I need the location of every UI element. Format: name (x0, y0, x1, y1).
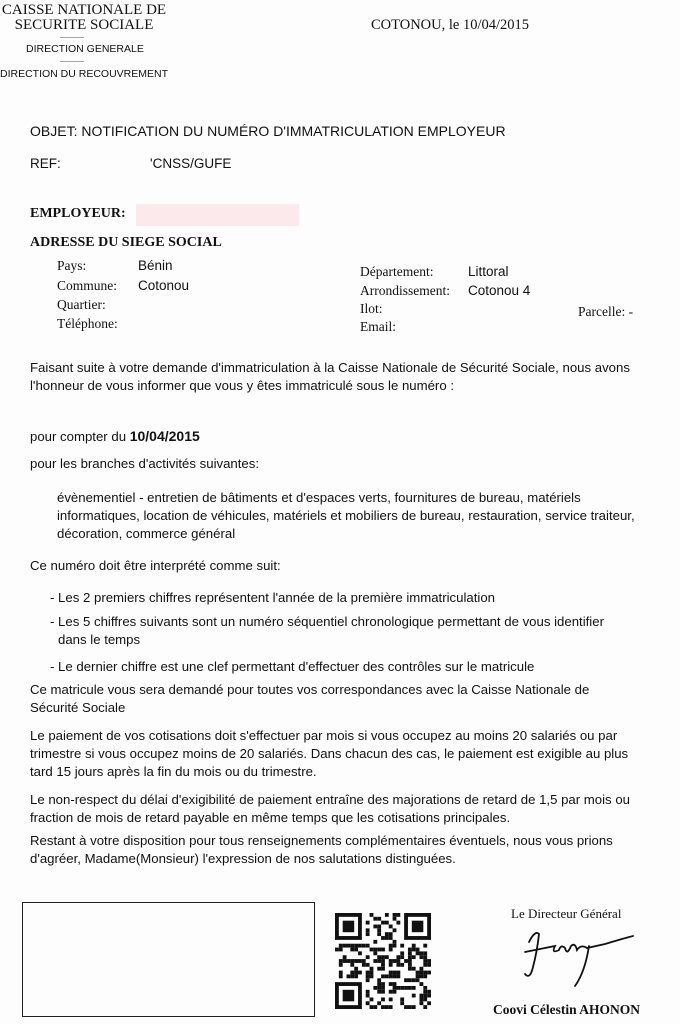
parcelle-label: Parcelle: - (578, 304, 634, 319)
branches-label: pour les branches d'activités suivantes: (30, 456, 260, 471)
text-line: Ce matricule vous sera demandé pour toutes vos correspondances avec la Caisse Nationale de (30, 682, 590, 697)
paragraph (30, 791, 630, 827)
pays-value: Bénin (138, 258, 173, 273)
arrondissement-label: Arrondissement: (360, 283, 450, 298)
branches-list (57, 489, 635, 543)
signature-image (515, 922, 635, 992)
signatory-title: Le Directeur Général (511, 906, 622, 921)
interpretation-label: Ce numéro doit être interprété comme suit: (30, 558, 281, 573)
rule-item (50, 613, 604, 649)
text-line: Le paiement de vos cotisations doit s'effectuer par mois si vous occupez au moins 20 salariés ou par (30, 728, 618, 743)
departement-label: Département: (360, 264, 434, 279)
text-line: Sécurité Sociale (30, 700, 126, 715)
paragraph (30, 681, 589, 717)
quartier-label: Quartier: (57, 297, 106, 312)
ref-value: 'CNSS/GUFE (150, 156, 232, 171)
separator: ------------ (60, 35, 84, 41)
place-date: COTONOU, le 10/04/2015 (371, 17, 530, 33)
paragraph (30, 727, 628, 781)
text-line: tard 15 jours après la fin du mois ou du trimestre. (30, 764, 317, 779)
paragraph (30, 832, 613, 868)
start-date (30, 427, 200, 446)
commune-label: Commune: (57, 278, 117, 293)
employer-label: EMPLOYEUR: (30, 206, 126, 221)
direction-generale: DIRECTION GENERALE (26, 43, 144, 55)
commune-value: Cotonou (138, 278, 190, 293)
org-name (0, 3, 168, 33)
email-label: Email: (360, 319, 396, 334)
text-line: dans le temps (58, 632, 141, 647)
start-date-label: pour compter du (30, 429, 130, 444)
qr-code-icon (335, 911, 431, 1011)
text-line: Faisant suite à votre demande d'immatriculation à la Caisse Nationale de Sécurité Sociale, nous avons (30, 360, 630, 375)
text-line: l'honneur de vous informer que vous y êtes immatriculé sous le numéro : (30, 378, 454, 393)
text-line: d'agréer, Madame(Monsieur) l'expression de nos salutations distinguées. (30, 851, 456, 866)
start-date-value: 10/04/2015 (129, 428, 200, 444)
redacted-employer-name (136, 204, 299, 226)
address-title: ADRESSE DU SIEGE SOCIAL (30, 235, 222, 250)
arrondissement-value: Cotonou 4 (468, 283, 531, 298)
departement-value: Littoral (468, 264, 509, 279)
org-line-1: CAISSE NATIONALE DE (1, 2, 167, 18)
text-line: fraction de mois de retard payable en même temps que les cotisations principales. (30, 810, 511, 825)
stamp-box (22, 902, 315, 1017)
pays-label: Pays: (57, 258, 87, 273)
text-line: Le non-respect du délai d'exigibilité de paiement entraîne des majorations de retard de 1,5 par mois ou (30, 792, 630, 807)
telephone-label: Téléphone: (57, 316, 118, 331)
text-line: évènementiel - entretien de bâtiments et d'espaces verts, fournitures de bureau, matériels (57, 490, 581, 505)
text-line: Restant à votre disposition pour tous renseignements complémentaires éventuels, nous vous prions (30, 833, 613, 848)
text-line: trimestre si vous occupez moins de 20 salariés. Dans chacun des cas, le paiement est exigible au plus (30, 746, 629, 761)
ref-label: REF: (30, 156, 61, 171)
org-line-2: SECURITE SOCIALE (14, 17, 154, 33)
subject: OBJET: NOTIFICATION DU NUMÉRO D'IMMATRICULATION EMPLOYEUR (30, 123, 506, 139)
text-line: - Les 5 chiffres suivants sont un numéro séquentiel chronologique permettant de vous identifier (50, 614, 604, 629)
text-line: décoration, commerce général (57, 526, 236, 541)
rule-item: - Les 2 premiers chiffres représentent l'année de la première immatriculation (50, 590, 495, 605)
rule-item: - Le dernier chiffre est une clef permettant d'effectuer des contrôles sur le matricule (50, 659, 535, 674)
direction-recouvrement: DIRECTION DU RECOUVREMENT (0, 68, 169, 80)
text-line: informatiques, location de véhicules, matériels et mobiliers de bureau, restauration, service traiteur, (57, 508, 635, 523)
separator: ------------ (60, 59, 84, 65)
intro-paragraph (30, 359, 630, 395)
ilot-label: Ilot: (360, 301, 383, 316)
signatory-name: Coovi Célestin AHONON (493, 1002, 640, 1017)
